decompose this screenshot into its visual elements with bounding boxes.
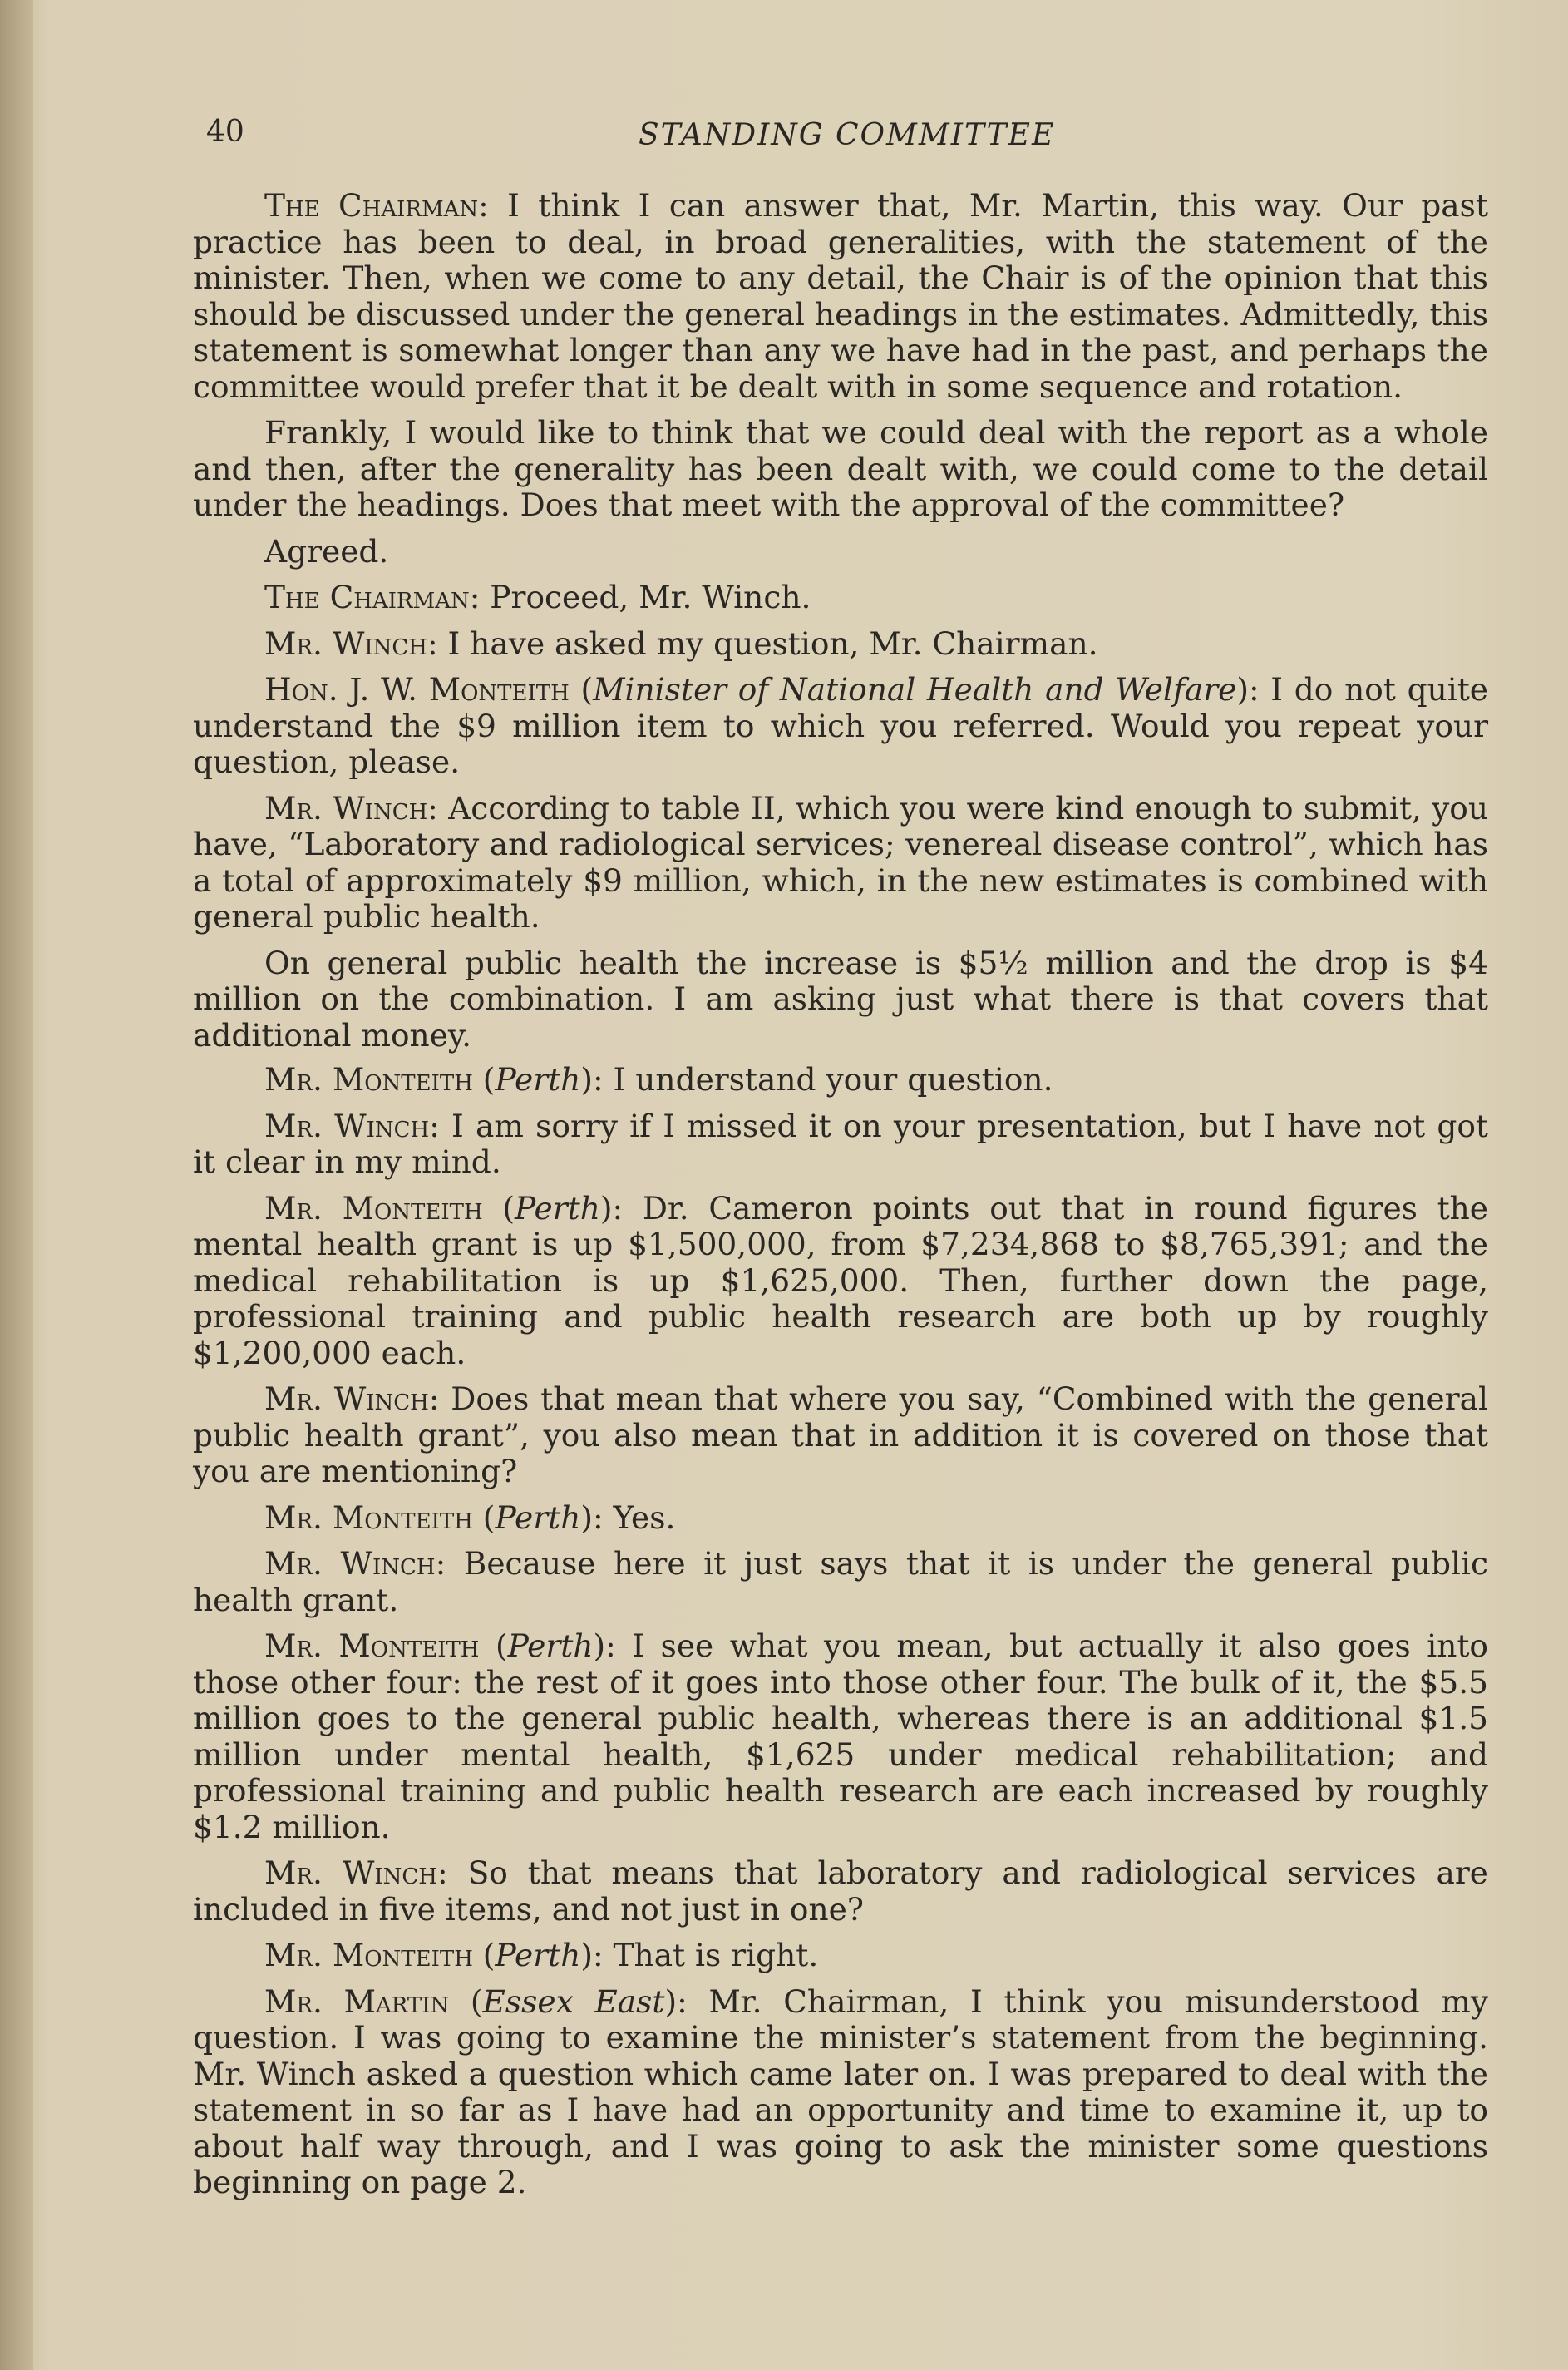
paragraph-text: Dr. Cameron points out that in round figures the mental health grant is up $1,500,000, from $7,234,868 to $8,765,391; and the medical rehabilitation is up $1,625,000. Then, further down the page, professional training and public health research are both up by roughly $1,200,000 each. — [193, 1189, 1489, 1371]
speaker-riding: Perth — [495, 1061, 581, 1098]
paragraph: Mr. Winch: So that means that laboratory and radiological services are included in five items, and not just in one? — [193, 1854, 1488, 1928]
running-head: STANDING COMMITTEE — [639, 118, 1056, 152]
paragraph: The Chairman: Proceed, Mr. Winch. — [264, 579, 811, 615]
speaker-name: Mr. Winch — [264, 625, 427, 662]
speaker-riding: Perth — [514, 1189, 600, 1227]
paragraph: Mr. Winch: I am sorry if I missed it on your presentation, but I have not got it clear in my mind. — [193, 1107, 1488, 1180]
paragraph-text: Does that mean that where you say, “Combined with the general public health grant”, you also mean that in addition it is covered on those that you are mentioning? — [193, 1380, 1488, 1489]
speaker-name: Mr. Monteith — [264, 1499, 473, 1536]
speaker-name: Mr. Winch — [264, 789, 428, 827]
speaker-name: Mr. Winch — [264, 1380, 429, 1417]
paragraph-text: I think I can answer that, Mr. Martin, this way. Our past practice has been to deal, in broad generalities, with the statement of the minister. Then, when we come to any detail, the Chair is of the opinion that this should be discussed under the general headings in the estimates. Admittedly, this statement is somewhat longer than any we have had in the past, and perhaps the committee would prefer that it be dealt with in some sequence and rotation. — [193, 187, 1488, 405]
paragraph: Mr. Monteith (Perth): I see what you mean, but actually it also goes into those other four: the rest of it goes into those other four. The bulk of it, the $5.5 million goes to the general public health, whereas there is an additional $1.5 million under mental health, $1,625 under medical rehabilitation; and professional training and public health research are each increased by roughly $1.2 million. — [193, 1627, 1488, 1845]
speaker-name: Hon. J. W. Monteith — [264, 671, 570, 708]
paragraph: Mr. Winch: I have asked my question, Mr. Chairman. — [264, 625, 1098, 662]
speaker-name: Mr. Martin — [264, 1982, 450, 2020]
paragraph-text: Mr. Chairman, I think you misunderstood my question. I was going to examine the minister’s statement from the beginning. Mr. Winch asked a question which came later on. I was prepared to deal with the statement in so far as I have had an opportunity and time to examine it, up to about half way through, and I was going to ask the minister some questions beginning on page 2. — [193, 1982, 1489, 2200]
paragraph — [193, 534, 1488, 570]
paragraph-text: So that means that laboratory and radiological services are included in five items, and not just in one? — [193, 1854, 1488, 1928]
paragraph-text: According to table II, which you were kind enough to submit, you have, “Laboratory and radiological services; venereal disease control”, which has a total of approximately $9 million, which, in the new estimates is combined with general public health. — [193, 789, 1488, 935]
speaker-riding: Perth — [495, 1499, 581, 1536]
paragraph: Mr. Monteith (Perth): Dr. Cameron points out that in round figures the mental health grant is up $1,500,000, from $7,234,868 to $8,765,391; and the medical rehabilitation is up $1,625,000. Then, further down the page, professional training and public health research are both up by roughly $1,200,000 each. — [193, 1189, 1489, 1371]
book-gutter — [0, 0, 33, 2370]
speaker-name: Mr. Winch — [264, 1854, 437, 1891]
paragraph-text: Proceed, Mr. Winch. — [490, 579, 811, 615]
paragraph — [193, 946, 1488, 1054]
speaker-name: Mr. Winch — [264, 1545, 436, 1582]
paragraph: Mr. Monteith (Perth): Yes. — [264, 1499, 676, 1536]
speaker-name: Mr. Monteith — [264, 1061, 473, 1098]
speaker-name: Mr. Monteith — [264, 1189, 483, 1227]
speaker-name: Mr. Monteith — [264, 1627, 480, 1664]
page-number: 40 — [206, 115, 244, 149]
paragraph-text: On general public health the increase is $5½ million and the drop is $4 million on the combination. I am asking just what there is that covers that additional money. — [193, 944, 1488, 1054]
paragraph: Mr. Martin (Essex East): Mr. Chairman, I think you misunderstood my question. I was going to examine the minister’s statement from the beginning. Mr. Winch asked a question which came later on. I was prepared to deal with the statement in so far as I have had an opportunity and time to examine it, up to about half way through, and I was going to ask the minister some questions beginning on page 2. — [193, 1982, 1489, 2200]
paragraph — [193, 415, 1488, 524]
paragraph-text: Yes. — [613, 1499, 676, 1536]
paragraph-text: Because here it just says that it is under the general public health grant. — [193, 1545, 1489, 1618]
paragraph-text: I do not quite understand the $9 million item to which you referred. Would you repeat your question, please. — [193, 671, 1488, 780]
paragraph-text: I see what you mean, but actually it also goes into those other four: the rest of it goes into those other four. The bulk of it, the $5.5 million goes to the general public health, whereas there is an additional $1.5 million under mental health, $1,625 under medical rehabilitation; and professional training and public health research are each increased by roughly $1.2 million. — [193, 1627, 1488, 1845]
paragraph: Mr. Winch: Does that mean that where you say, “Combined with the general public health grant”, you also mean that in addition it is covered on those that you are mentioning? — [193, 1380, 1488, 1489]
paragraph: Mr. Winch: According to table II, which you were kind enough to submit, you have, “Laboratory and radiological services; venereal disease control”, which has a total of approximately $9 million, which, in the new estimates is combined with general public health. — [193, 789, 1488, 935]
speaker-riding: Minister of National Health and Welfare — [593, 671, 1237, 708]
speaker-name: The Chairman — [264, 579, 470, 615]
paragraph-text: Frankly, I would like to think that we could deal with the report as a whole and then, after the generality has been dealt with, we could come to the detail under the headings. Does that meet with the approval of the committee? — [193, 414, 1488, 523]
paragraph-text: That is right. — [613, 1937, 819, 1973]
paragraph-text: I have asked my question, Mr. Chairman. — [447, 625, 1098, 662]
speaker-name: The Chairman — [264, 187, 479, 224]
paragraph-text: I am sorry if I missed it on your presentation, but I have not got it clear in my mind. — [193, 1107, 1488, 1180]
paragraph: The Chairman: I think I can answer that, Mr. Martin, this way. Our past practice has been to deal, in broad generalities, with the statement of the minister. Then, when we come to any detail, the Chair is of the opinion that this should be discussed under the general headings in the estimates. Admittedly, this statement is somewhat longer than any we have had in the past, and perhaps the committee would prefer that it be dealt with in some sequence and rotation. — [193, 187, 1488, 405]
speaker-name: Mr. Winch — [264, 1107, 430, 1144]
page-header — [206, 115, 1503, 156]
transcript-body — [193, 188, 1488, 2211]
paragraph-text: I understand your question. — [613, 1061, 1053, 1098]
paragraph: Mr. Winch: Because here it just says that it is under the general public health grant. — [193, 1545, 1489, 1618]
paragraph: Hon. J. W. Monteith (Minister of National Health and Welfare): I do not quite understand the $9 million item to which you referred. Would you repeat your question, please. — [193, 671, 1488, 780]
paragraph: Mr. Monteith (Perth): I understand your question. — [264, 1061, 1053, 1098]
speaker-riding: Perth — [495, 1937, 581, 1973]
speaker-riding: Essex East — [482, 1982, 665, 2020]
paragraph: Mr. Monteith (Perth): That is right. — [264, 1937, 819, 1973]
speaker-riding: Perth — [507, 1627, 594, 1664]
speaker-name: Mr. Monteith — [264, 1937, 473, 1973]
paragraph-text: Agreed. — [264, 532, 389, 570]
